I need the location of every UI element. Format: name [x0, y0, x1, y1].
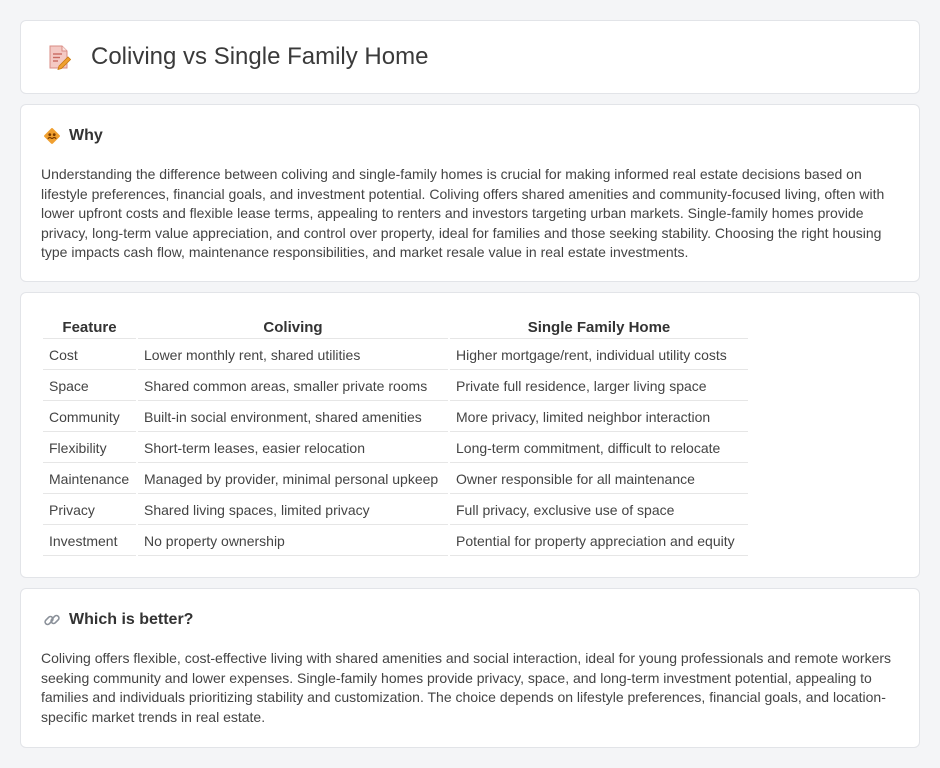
table-row [43, 403, 748, 432]
single-family-cell: Private full residence, larger living space [450, 372, 748, 401]
single-family-cell: Owner responsible for all maintenance [450, 465, 748, 494]
comparison-table [41, 313, 750, 558]
single-family-cell: Full privacy, exclusive use of space [450, 496, 748, 525]
why-section [20, 104, 920, 282]
feature-cell: Privacy [43, 496, 136, 525]
which-is-better-text: Coliving offers flexible, cost-effective living with shared amenities and social interaction, ideal for young professionals and remote workers seeking community and lower expenses. Single-family homes provide privacy, space, and long-term investment potential, appealing to families and individuals prioritizing stability and customization. The choice depends on lifestyle preferences, financial goals, and location-specific market trends in real estate. [41, 650, 892, 725]
table-row [43, 434, 748, 463]
table-row [43, 341, 748, 370]
diamond-people-icon [43, 127, 61, 145]
single-family-cell: More privacy, limited neighbor interaction [450, 403, 748, 432]
feature-cell: Community [43, 403, 136, 432]
single-family-cell: Higher mortgage/rent, individual utility costs [450, 341, 748, 370]
coliving-cell: Shared living spaces, limited privacy [138, 496, 448, 525]
feature-cell: Investment [43, 527, 136, 556]
table-row [43, 372, 748, 401]
coliving-cell: Lower monthly rent, shared utilities [138, 341, 448, 370]
single-family-cell: Potential for property appreciation and equity [450, 527, 748, 556]
which-is-better-heading: Which is better? [69, 611, 194, 628]
which-is-better-section [20, 588, 920, 748]
link-icon [43, 611, 61, 629]
table-header-row [43, 315, 748, 339]
coliving-cell: Shared common areas, smaller private rooms [138, 372, 448, 401]
page-title: Coliving vs Single Family Home [91, 43, 429, 70]
single-family-cell: Long-term commitment, difficult to relocate [450, 434, 748, 463]
coliving-cell: No property ownership [138, 527, 448, 556]
feature-cell: Cost [43, 341, 136, 370]
feature-cell: Space [43, 372, 136, 401]
header-coliving: Coliving [138, 315, 448, 339]
coliving-cell: Short-term leases, easier relocation [138, 434, 448, 463]
coliving-cell: Managed by provider, minimal personal upkeep [138, 465, 448, 494]
table-row [43, 527, 748, 556]
header-feature: Feature [43, 315, 136, 339]
why-heading: Why [69, 127, 103, 144]
edit-document-icon [47, 44, 71, 70]
table-row [43, 465, 748, 494]
coliving-cell: Built-in social environment, shared amenities [138, 403, 448, 432]
table-row [43, 496, 748, 525]
header-single-family: Single Family Home [450, 315, 748, 339]
why-text: Understanding the difference between coliving and single-family homes is crucial for making informed real estate decisions based on lifestyle preferences, financial goals, and investment potential. Coliving offers shared amenities and community-focused living, often with lower upfront costs and flexible lease terms, appealing to renters and investors targeting urban markets. Single-family homes provide privacy, long-term value appreciation, and control over property, ideal for families and those seeking stability. Choosing the right housing type impacts cash flow, maintenance responsibilities, and market resale value in real estate investments. [41, 166, 885, 261]
comparison-section [20, 292, 920, 578]
feature-cell: Flexibility [43, 434, 136, 463]
title-card [20, 20, 920, 94]
feature-cell: Maintenance [43, 465, 136, 494]
